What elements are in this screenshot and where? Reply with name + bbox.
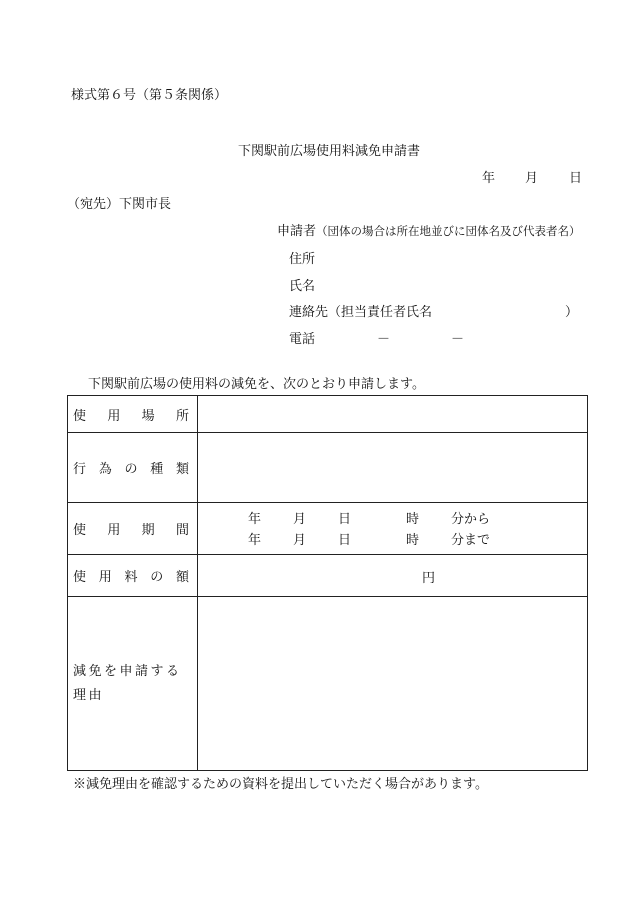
label-char: 用 — [107, 408, 121, 424]
to-day: 日 — [338, 532, 352, 548]
row-fee — [68, 555, 588, 597]
phone-dash-2: － — [451, 332, 465, 347]
date-day: 日 — [569, 171, 583, 186]
form-number: 様式第６号（第５条関係） — [71, 88, 228, 103]
label-char: の — [124, 462, 138, 477]
addressee: （宛先）下関市長 — [67, 197, 172, 212]
reason-label — [68, 597, 198, 771]
fee-value[interactable] — [198, 555, 588, 597]
to-month: 月 — [293, 532, 307, 548]
place-value[interactable] — [198, 396, 588, 433]
label-char: 使 — [73, 523, 87, 538]
reason-value[interactable] — [198, 597, 588, 771]
name-label: 氏名 — [289, 279, 316, 294]
date-year: 年 — [482, 171, 496, 186]
label-char: 間 — [175, 523, 189, 538]
from-year: 年 — [248, 511, 262, 527]
activity-value[interactable] — [198, 433, 588, 503]
label-char: 額 — [175, 570, 189, 585]
label-char: 使 — [73, 570, 87, 585]
period-value[interactable] — [198, 503, 588, 555]
applicant-heading-line — [277, 220, 581, 239]
application-table — [67, 395, 588, 771]
reason-label-text: 減免を申請する理由 — [73, 663, 182, 703]
to-minute: 分まで — [451, 532, 491, 548]
label-char: 行 — [73, 462, 87, 477]
period-label — [68, 503, 198, 555]
row-reason — [68, 597, 588, 771]
to-year: 年 — [248, 532, 262, 548]
document-title: 下関駅前広場使用料減免申請書 — [237, 144, 420, 159]
label-char: 種 — [150, 462, 164, 477]
contact-label: 連絡先（担当責任者氏名 — [289, 305, 433, 320]
row-place — [68, 396, 588, 433]
footnote: ※減免理由を確認するための資料を提出していただく場合があります。 — [73, 777, 488, 792]
fee-unit: 円 — [422, 570, 436, 586]
label-char: 場 — [141, 408, 155, 424]
address-label: 住所 — [289, 252, 316, 267]
label-char: 期 — [141, 523, 155, 538]
label-char: 為 — [98, 462, 112, 477]
label-char: 類 — [175, 462, 189, 477]
period-to-line — [198, 529, 587, 550]
to-hour: 時 — [406, 532, 420, 548]
row-activity — [68, 433, 588, 503]
phone-label: 電話 — [289, 332, 316, 347]
fee-label — [68, 555, 198, 597]
date-month: 月 — [525, 171, 539, 186]
from-minute: 分から — [451, 511, 491, 527]
period-from-line — [198, 508, 587, 529]
label-char: 料 — [124, 570, 138, 585]
applicant-note: （団体の場合は所在地並びに団体名及び代表者名） — [316, 224, 581, 238]
place-label — [68, 396, 198, 433]
from-hour: 時 — [406, 511, 420, 527]
row-period — [68, 503, 588, 555]
phone-dash-1: － — [377, 332, 391, 347]
from-day: 日 — [338, 511, 352, 527]
label-char: 所 — [175, 408, 189, 424]
contact-close: ） — [565, 305, 579, 320]
label-char: 用 — [98, 570, 112, 585]
label-char: 用 — [107, 523, 121, 538]
activity-label — [68, 433, 198, 503]
intro-text: 下関駅前広場の使用料の減免を、次のとおり申請します。 — [88, 377, 425, 392]
from-month: 月 — [293, 511, 307, 527]
applicant-heading: 申請者 — [277, 224, 317, 239]
label-char: の — [150, 570, 164, 585]
label-char: 使 — [73, 408, 87, 424]
